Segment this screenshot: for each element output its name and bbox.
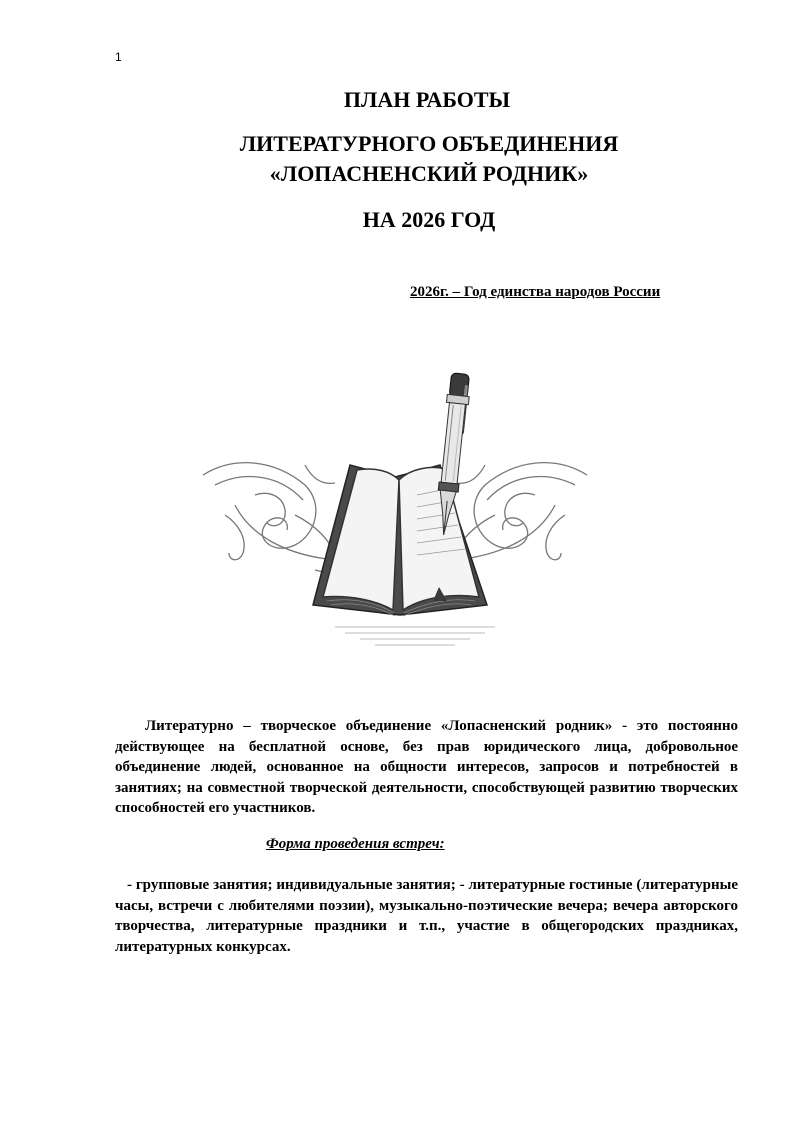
- title-line-1: ПЛАН РАБОТЫ: [343, 87, 511, 112]
- open-book-with-fountain-pen-icon: [195, 365, 595, 670]
- meeting-forms-heading: Форма проведения встреч:: [266, 836, 445, 852]
- year-motto: 2026г. – Год единства народов России: [410, 284, 661, 300]
- intro-paragraph: Литературно – творческое объединение «Лопасненский родник» - это постоянно действующее на бесплатной основе, без прав юридического лица, добровольное объединение людей, основанное на общности интересов, запросов и потребностей в занятиях; на совместной творческой деятельности, способствующей развитию творческих способностей его участников.: [115, 718, 738, 816]
- title-line-3: «ЛОПАСНЕНСКИЙ РОДНИК»: [269, 161, 589, 186]
- title-line-4: НА 2026 ГОД: [362, 207, 496, 232]
- title-line-2: ЛИТЕРАТУРНОГО ОБЪЕДИНЕНИЯ: [239, 131, 619, 156]
- page-number: 1: [115, 50, 122, 64]
- meeting-forms-paragraph: - групповые занятия; индивидуальные занятия; - литературные гостиные (литературные часы, встречи с любителями поэзии), музыкально-поэтические вечера; вечера авторского творчества, литературные праздники и т.п., участие в общегородских праздниках, литературных конкурсах.: [115, 877, 738, 955]
